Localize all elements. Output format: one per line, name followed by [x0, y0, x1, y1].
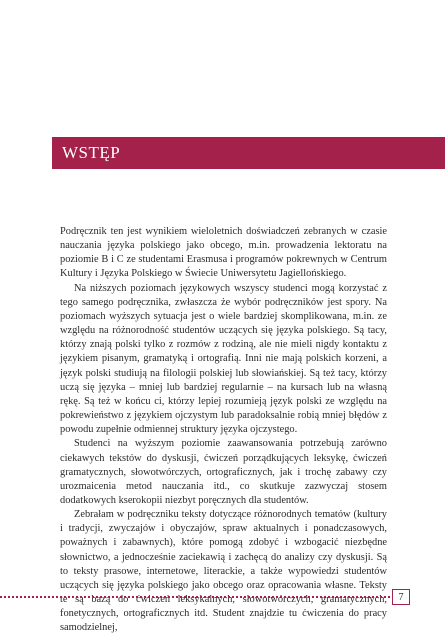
page-number: 7	[392, 589, 410, 605]
body-text	[60, 225, 387, 636]
paragraph: Podręcznik ten jest wynikiem wieloletnich doświadczeń zebranych w czasie nauczania języka polskiego jako obcego, m.in. prowadzenia lektoratu na poziomie B i C ze studentami Erasmusa i programów pokrewnych w Centrum Kultury i Języka Polskiego w Świecie Uniwersytetu Jagiellońskiego.	[60, 226, 387, 280]
chapter-header-band	[52, 137, 445, 169]
paragraph: Studenci na wyższym poziomie zaawansowania potrzebują zarówno ciekawych tekstów do dyskusji, ćwiczeń porządkujących leksykę, ćwiczeń gramatycznych, słowotwórczych, ortograficznych, jak i trochę zabawy czy urozmaicenia metod nauczania itd., co skutkuje zazwyczaj stosem dodatkowych kserokopii niezbyt poręcznych dla studentów.	[60, 438, 387, 506]
paragraph: Na niższych poziomach językowych wszyscy studenci mogą korzystać z tego samego podręcznika, zwłaszcza że wybór podręczników jest spory. Na poziomach wyższych sytuacja jest o wiele bardziej skomplikowana, m.in. ze względu na różnorodność studentów uczących się języka polskiego. Są tacy, którzy znają polski tylko z rozmów z rodziną, ale nie mieli nigdy kontaktu z językiem pisanym, gramatyką i ortografią. Inni nie mają polskich korzeni, a język polski studiują na filologii polskiej lub słowiańskiej. Są też tacy, którzy uczą się języka – mniej lub bardziej regularnie – na kursach lub na własną rękę. Są też w końcu ci, którzy lepiej rozumieją język polski ze względu na pokrewieństwo z językiem ojczystym lub paradoksalnie robią mniej błędów z powodu zupełnie odmiennej struktury języka ojczystego.	[60, 282, 387, 436]
footer-dotted-rule	[0, 596, 390, 598]
chapter-title: WSTĘP	[62, 143, 121, 162]
paragraph: Zebrałam w podręczniku teksty dotyczące różnorodnych tematów (kultury i tradycji, zwyczajów i obyczajów, spraw aktualnych i ponadczasowych, poważnych i zabawnych), które pomogą zdobyć i wzbogacić niezbędne słownictwo, a jednocześnie zaciekawią i zachęcą do analizy czy dyskusji. Są to teksty prasowe, internetowe, literackie, a także wypowiedzi studentów uczących się języka polskiego jako obcego oraz opracowania własne. Teksty te są bazą do ćwiczeń leksykalnych, słowotwórczych, gramatycznych, fonetycznych, ortograficznych itd. Student znajdzie tu ćwiczenia do pracy samodzielnej,	[60, 509, 387, 634]
